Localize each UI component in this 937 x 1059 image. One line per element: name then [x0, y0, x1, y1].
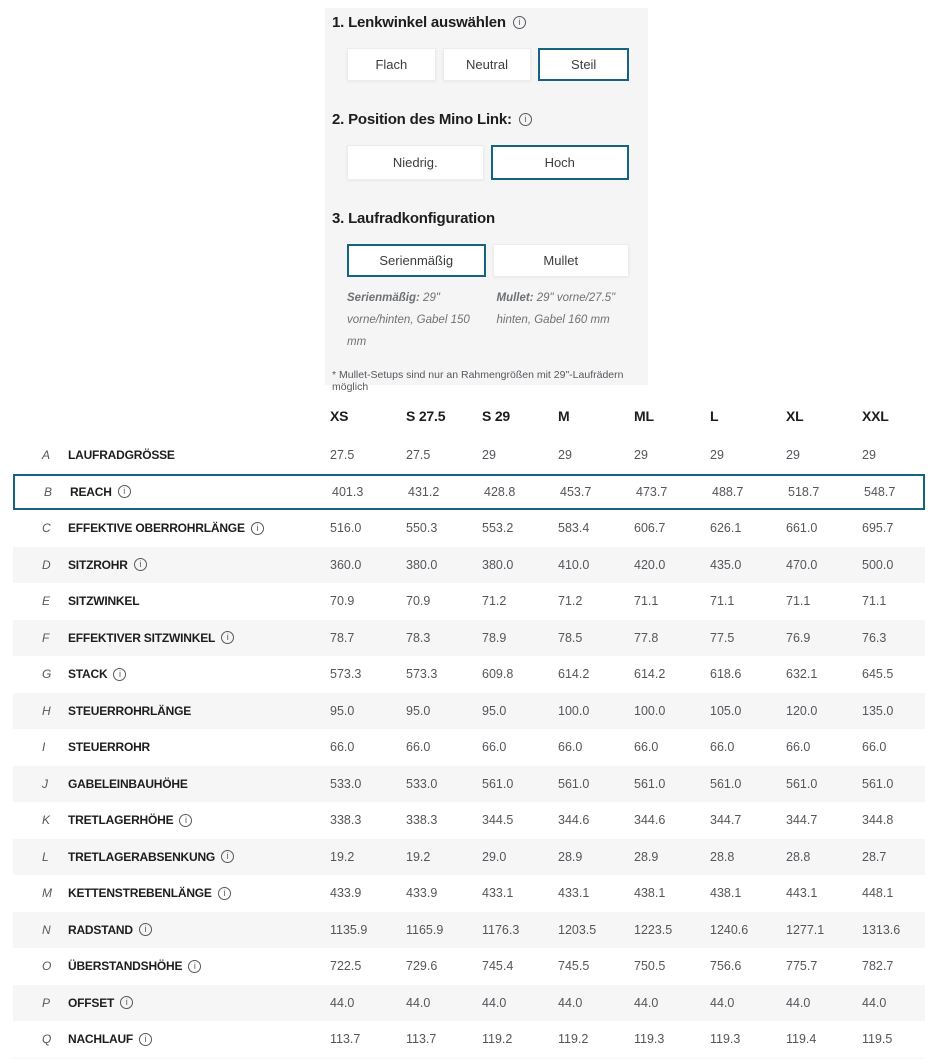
row-label-text: STEUERROHR	[68, 740, 151, 755]
row-value: 518.7	[788, 484, 820, 499]
row-value: 344.6	[558, 813, 590, 828]
row-label-text: TRETLAGERABSENKUNG	[68, 849, 216, 864]
row-value: 516.0	[330, 521, 362, 536]
info-icon[interactable]: i	[221, 850, 234, 863]
option-desc-mullet: Mullet: 29" vorne/27.5" hinten, Gabel 160 mm	[496, 292, 616, 326]
row-value: 410.0	[558, 557, 590, 572]
row-value: 453.7	[560, 484, 592, 499]
option-button-group	[347, 244, 629, 277]
table-header-row	[13, 395, 925, 437]
row-value: 71.1	[786, 594, 811, 609]
table-row-l[interactable]	[13, 839, 925, 876]
row-value: 27.5	[330, 448, 355, 463]
row-value: 19.2	[330, 849, 355, 864]
row-value: 573.3	[330, 667, 362, 682]
row-label	[68, 923, 330, 937]
row-value: 19.2	[406, 849, 431, 864]
column-header-s-29: S 29	[482, 408, 510, 424]
row-value: 614.2	[558, 667, 590, 682]
row-value: 433.9	[406, 886, 438, 901]
config-section-3	[332, 210, 641, 353]
row-value: 561.0	[710, 776, 742, 791]
row-value: 729.6	[406, 959, 438, 974]
info-icon[interactable]: i	[139, 1033, 152, 1046]
row-label	[68, 1032, 330, 1046]
info-icon[interactable]: i	[221, 631, 234, 644]
row-label	[68, 996, 330, 1010]
info-icon[interactable]: i	[118, 485, 131, 498]
table-row-i[interactable]	[13, 729, 925, 766]
table-row-q[interactable]	[13, 1021, 925, 1058]
row-value: 29	[558, 448, 572, 463]
section-heading-label: 3. Laufradkonfiguration	[332, 210, 495, 227]
row-value: 433.1	[482, 886, 514, 901]
table-row-e[interactable]	[13, 583, 925, 620]
row-label	[68, 777, 330, 791]
row-value: 745.5	[558, 959, 590, 974]
row-value: 27.5	[406, 448, 431, 463]
row-value: 77.5	[710, 630, 735, 645]
row-letter: B	[44, 484, 53, 499]
table-row-p[interactable]	[13, 985, 925, 1022]
row-value: 28.9	[558, 849, 583, 864]
row-value: 28.8	[710, 849, 735, 864]
row-value: 344.7	[710, 813, 742, 828]
row-value: 1165.9	[406, 922, 444, 937]
option-button-hoch[interactable]: Hoch	[491, 145, 630, 180]
info-icon[interactable]: i	[218, 887, 231, 900]
row-value: 66.0	[634, 740, 659, 755]
column-header-xs: XS	[330, 408, 349, 424]
info-icon[interactable]: i	[139, 923, 152, 936]
row-letter: J	[42, 776, 48, 791]
row-label-text: REACH	[70, 484, 112, 499]
row-value: 44.0	[786, 995, 811, 1010]
row-letter: L	[42, 849, 49, 864]
row-value: 626.1	[710, 521, 742, 536]
row-label-text: KETTENSTREBENLÄNGE	[68, 886, 212, 901]
section-heading-label: 1. Lenkwinkel auswählen	[332, 14, 506, 31]
row-value: 119.3	[634, 1032, 665, 1047]
table-row-g[interactable]	[13, 656, 925, 693]
row-value: 29	[862, 448, 876, 463]
row-label	[68, 704, 330, 718]
row-value: 29	[710, 448, 724, 463]
row-value: 609.8	[482, 667, 514, 682]
row-value: 473.7	[636, 484, 668, 499]
row-label-text: NACHLAUF	[68, 1032, 134, 1047]
option-button-steil[interactable]: Steil	[538, 48, 629, 81]
row-value: 695.7	[862, 521, 894, 536]
row-label-text: SITZWINKEL	[68, 594, 140, 609]
row-value: 550.3	[406, 521, 438, 536]
row-letter: H	[42, 703, 51, 718]
row-value: 561.0	[634, 776, 666, 791]
info-icon[interactable]: i	[251, 522, 264, 535]
row-letter: P	[42, 995, 51, 1010]
row-value: 470.0	[786, 557, 818, 572]
row-label-text: TRETLAGERHÖHE	[68, 813, 174, 828]
info-icon[interactable]: i	[519, 113, 532, 126]
row-label-text: OFFSET	[68, 995, 115, 1010]
column-header-s-27-5: S 27.5	[406, 408, 446, 424]
option-button-group	[347, 48, 629, 81]
row-letter: N	[42, 922, 51, 937]
row-label-text: EFFEKTIVER SITZWINKEL	[68, 630, 216, 645]
table-row-m[interactable]	[13, 875, 925, 912]
row-label-text: EFFEKTIVE OBERROHRLÄNGE	[68, 521, 245, 536]
row-value: 435.0	[710, 557, 742, 572]
column-header-m: M	[558, 408, 570, 424]
row-letter: F	[42, 630, 50, 645]
row-value: 100.0	[634, 703, 666, 718]
row-letter: D	[42, 557, 51, 572]
row-value: 344.7	[786, 813, 818, 828]
row-value: 782.7	[862, 959, 894, 974]
row-value: 360.0	[330, 557, 362, 572]
row-value: 119.2	[558, 1032, 589, 1047]
row-label	[68, 521, 330, 535]
option-descriptions	[347, 287, 639, 353]
row-value: 433.1	[558, 886, 590, 901]
table-row-h[interactable]	[13, 693, 925, 730]
row-value: 380.0	[406, 557, 438, 572]
row-value: 431.2	[408, 484, 440, 499]
row-value: 561.0	[862, 776, 894, 791]
row-value: 573.3	[406, 667, 438, 682]
row-value: 28.7	[862, 849, 887, 864]
table-row-c[interactable]	[13, 510, 925, 547]
row-value: 71.1	[862, 594, 887, 609]
column-header-l: L	[710, 408, 719, 424]
row-value: 44.0	[558, 995, 583, 1010]
column-header-ml: ML	[634, 408, 654, 424]
row-value: 1313.6	[862, 922, 901, 937]
row-value: 66.0	[330, 740, 355, 755]
row-label	[68, 667, 330, 681]
info-icon[interactable]: i	[179, 814, 192, 827]
row-value: 618.6	[710, 667, 742, 682]
row-value: 95.0	[482, 703, 507, 718]
row-value: 71.2	[482, 594, 507, 609]
row-value: 95.0	[330, 703, 355, 718]
row-label	[68, 813, 330, 827]
row-value: 756.6	[710, 959, 742, 974]
row-value: 448.1	[862, 886, 894, 901]
row-letter: M	[42, 886, 52, 901]
config-section-1	[332, 14, 641, 81]
row-value: 433.9	[330, 886, 362, 901]
row-value: 78.3	[406, 630, 431, 645]
row-label	[68, 594, 330, 608]
info-icon[interactable]: i	[188, 960, 201, 973]
row-label	[68, 558, 330, 572]
row-label	[68, 886, 330, 900]
info-icon[interactable]: i	[120, 996, 133, 1009]
row-letter: O	[42, 959, 52, 974]
row-letter: Q	[42, 1032, 52, 1047]
row-letter: G	[42, 667, 52, 682]
row-value: 44.0	[710, 995, 735, 1010]
row-label	[68, 740, 330, 754]
row-value: 1277.1	[786, 922, 825, 937]
row-value: 66.0	[482, 740, 507, 755]
row-value: 71.2	[558, 594, 583, 609]
row-value: 1135.9	[330, 922, 368, 937]
row-value: 29	[482, 448, 496, 463]
geometry-table	[13, 395, 925, 1059]
row-letter: A	[42, 448, 51, 463]
config-section-2	[332, 111, 641, 180]
row-value: 119.5	[862, 1032, 893, 1047]
row-value: 1223.5	[634, 922, 673, 937]
row-value: 344.6	[634, 813, 666, 828]
row-label	[68, 631, 330, 645]
row-value: 78.9	[482, 630, 507, 645]
row-value: 28.8	[786, 849, 811, 864]
row-value: 78.7	[330, 630, 355, 645]
row-value: 120.0	[786, 703, 818, 718]
row-value: 632.1	[786, 667, 818, 682]
row-value: 119.3	[710, 1032, 741, 1047]
column-header-xxl: XXL	[862, 408, 889, 424]
row-value: 745.4	[482, 959, 514, 974]
row-value: 113.7	[406, 1032, 437, 1047]
row-value: 548.7	[864, 484, 896, 499]
row-value: 44.0	[634, 995, 659, 1010]
table-row-f[interactable]	[13, 620, 925, 657]
row-value: 119.2	[482, 1032, 513, 1047]
row-letter: E	[42, 594, 51, 609]
row-letter: I	[42, 740, 46, 755]
row-value: 775.7	[786, 959, 818, 974]
row-value: 338.3	[406, 813, 438, 828]
row-label-text: STACK	[68, 667, 108, 682]
row-label-text: RADSTAND	[68, 922, 133, 937]
row-value: 76.3	[862, 630, 887, 645]
row-value: 71.1	[710, 594, 735, 609]
row-value: 750.5	[634, 959, 666, 974]
section-heading	[332, 111, 641, 128]
geometry-config-panel	[325, 8, 648, 393]
row-label-text: GABELEINBAUHÖHE	[68, 776, 188, 791]
row-value: 606.7	[634, 521, 666, 536]
column-header-xl: XL	[786, 408, 804, 424]
row-value: 44.0	[406, 995, 431, 1010]
row-value: 722.5	[330, 959, 362, 974]
row-label	[68, 850, 330, 864]
row-value: 44.0	[330, 995, 355, 1010]
row-value: 29	[634, 448, 648, 463]
row-value: 66.0	[558, 740, 583, 755]
table-row-a[interactable]	[13, 437, 925, 474]
info-icon[interactable]: i	[513, 16, 526, 29]
row-value: 438.1	[634, 886, 666, 901]
table-row-k[interactable]	[13, 802, 925, 839]
footnote: * Mullet-Setups sind nur an Rahmengrößen mit 29"-Laufrädern möglich	[332, 369, 624, 393]
option-button-mullet[interactable]: Mullet	[493, 244, 630, 277]
row-value: 29	[786, 448, 800, 463]
row-label-text: ÜBERSTANDSHÖHE	[68, 959, 183, 974]
row-value: 443.1	[786, 886, 818, 901]
row-value: 70.9	[406, 594, 431, 609]
row-value: 66.0	[862, 740, 887, 755]
section-heading	[332, 14, 641, 31]
row-value: 438.1	[710, 886, 742, 901]
row-value: 113.7	[330, 1032, 361, 1047]
row-value: 661.0	[786, 521, 818, 536]
row-value: 105.0	[710, 703, 742, 718]
row-value: 344.8	[862, 813, 894, 828]
row-value: 66.0	[406, 740, 431, 755]
row-value: 500.0	[862, 557, 894, 572]
row-value: 428.8	[484, 484, 516, 499]
row-value: 561.0	[786, 776, 818, 791]
row-value: 29.0	[482, 849, 507, 864]
row-value: 71.1	[634, 594, 659, 609]
table-row-b[interactable]	[13, 474, 925, 511]
row-value: 401.3	[332, 484, 364, 499]
section-heading	[332, 210, 641, 227]
row-letter: K	[42, 813, 51, 828]
row-value: 614.2	[634, 667, 666, 682]
row-value: 338.3	[330, 813, 362, 828]
info-icon[interactable]: i	[113, 668, 126, 681]
row-value: 28.9	[634, 849, 659, 864]
row-value: 561.0	[558, 776, 590, 791]
row-value: 561.0	[482, 776, 514, 791]
row-label	[68, 448, 330, 462]
row-value: 66.0	[710, 740, 735, 755]
row-value: 488.7	[712, 484, 744, 499]
row-value: 553.2	[482, 521, 514, 536]
row-value: 583.4	[558, 521, 590, 536]
row-value: 1176.3	[482, 922, 520, 937]
table-row-d[interactable]	[13, 547, 925, 584]
row-value: 100.0	[558, 703, 590, 718]
option-button-niedrig[interactable]: Niedrig.	[347, 145, 484, 180]
table-row-o[interactable]	[13, 948, 925, 985]
row-label-text: STEUERROHRLÄNGE	[68, 703, 192, 718]
row-label	[68, 959, 330, 973]
row-value: 95.0	[406, 703, 431, 718]
option-button-flach[interactable]: Flach	[347, 48, 436, 81]
row-value: 78.5	[558, 630, 583, 645]
row-value: 344.5	[482, 813, 514, 828]
row-value: 76.9	[786, 630, 811, 645]
row-value: 135.0	[862, 703, 894, 718]
option-button-serienm-ig[interactable]: Serienmäßig	[347, 244, 486, 277]
option-desc-serienm-ig: Serienmäßig: 29" vorne/hinten, Gabel 150 mm	[347, 292, 470, 348]
row-value: 119.4	[786, 1032, 817, 1047]
info-icon[interactable]: i	[134, 558, 147, 571]
row-value: 380.0	[482, 557, 514, 572]
row-label-text: LAUFRADGRÖSSE	[68, 448, 175, 463]
row-label-text: SITZROHR	[68, 557, 128, 572]
row-letter: C	[42, 521, 51, 536]
table-row-j[interactable]	[13, 766, 925, 803]
row-value: 645.5	[862, 667, 894, 682]
row-value: 66.0	[786, 740, 811, 755]
row-value: 1203.5	[558, 922, 597, 937]
option-button-group	[347, 145, 629, 180]
table-row-n[interactable]	[13, 912, 925, 949]
row-value: 1240.6	[710, 922, 749, 937]
row-label	[70, 485, 332, 499]
row-value: 44.0	[862, 995, 887, 1010]
row-value: 77.8	[634, 630, 659, 645]
row-value: 44.0	[482, 995, 507, 1010]
row-value: 70.9	[330, 594, 355, 609]
row-value: 533.0	[330, 776, 362, 791]
section-heading-label: 2. Position des Mino Link:	[332, 111, 512, 128]
row-value: 533.0	[406, 776, 438, 791]
row-value: 420.0	[634, 557, 666, 572]
option-button-neutral[interactable]: Neutral	[443, 48, 532, 81]
